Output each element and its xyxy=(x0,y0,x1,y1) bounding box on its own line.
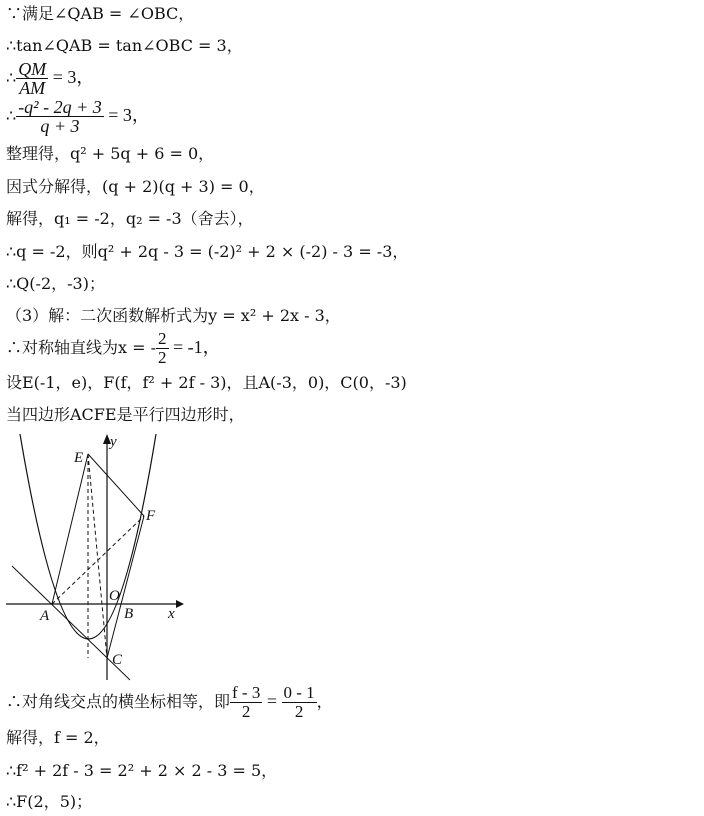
text-line-10: （3）解：二次函数解析式为y = x² + 2x - 3， xyxy=(6,306,341,325)
comma: ， xyxy=(316,692,333,711)
equation-rest: = 3， xyxy=(103,105,150,125)
text-line-7: 解得，q₁ = -2，q₂ = -3（舍去）， xyxy=(6,209,254,228)
text-line-2: ∴tan∠QAB = tan∠OBC = 3， xyxy=(6,36,243,55)
label-c: C xyxy=(112,652,123,668)
equation-rest: = -1， xyxy=(168,337,221,357)
fraction-expression xyxy=(16,98,104,135)
label-e: E xyxy=(74,450,84,466)
fraction-qm-am xyxy=(16,60,48,97)
text-line-3: ∴ $\frac{QM}{AM}$ = 3， xyxy=(6,59,95,98)
equals-sign: = xyxy=(262,691,282,711)
text-line-16: ∴f² + 2f - 3 = 2² + 2 × 2 - 3 = 5， xyxy=(6,761,278,780)
parabola-figure xyxy=(0,432,200,686)
label-a: A xyxy=(40,608,50,624)
text-line-6: 因式分解得，(q + 2)(q + 3) = 0， xyxy=(6,177,265,196)
fraction-axis xyxy=(156,330,169,367)
axis-text: ∴对称轴直线为x = - xyxy=(6,338,157,357)
fraction-denominator: 2 xyxy=(241,702,251,721)
text-line-17: ∴F(2，5)； xyxy=(6,792,93,811)
diagonal-text: ∴对角线交点的横坐标相等，即 xyxy=(6,692,231,711)
fraction-denominator: 2 xyxy=(294,702,304,721)
fraction-numerator: -q² - 2q + 3 xyxy=(18,97,102,117)
text-line-9: ∴Q(-2，-3)； xyxy=(6,274,105,293)
label-b: B xyxy=(124,606,134,622)
label-o: O xyxy=(109,588,120,604)
fraction-numerator: f - 3 xyxy=(232,683,261,702)
text-line-5: 整理得，q² + 5q + 6 = 0， xyxy=(6,144,215,163)
fraction-zero xyxy=(282,684,317,721)
side-ae xyxy=(52,454,88,604)
equation-rest: = 3， xyxy=(48,67,95,87)
x-axis-arrow xyxy=(176,600,184,608)
text-line-14 xyxy=(6,684,333,721)
fraction-numerator: 0 - 1 xyxy=(283,683,315,702)
label-f: F xyxy=(146,508,156,524)
fraction-denominator: 2 xyxy=(158,348,167,367)
side-fc xyxy=(107,516,144,658)
text-line-15: 解得，f = 2， xyxy=(6,728,110,747)
fraction-denominator: AM xyxy=(19,78,46,98)
text-line-1: ∵满足∠QAB = ∠OBC， xyxy=(6,4,195,23)
fraction-f xyxy=(230,684,262,721)
text-line-4: ∴ $\frac{\text{-q² - 2q + 3}}{q + 3}$ = 3， xyxy=(6,97,150,136)
text-line-12: 设E(-1，e)，F(f，f² + 2f - 3)，且A(-3，0)，C(0，-3) xyxy=(6,373,407,392)
figure-svg xyxy=(0,432,200,682)
label-x: x xyxy=(168,606,175,622)
side-ef xyxy=(88,454,144,516)
fraction-denominator: q + 3 xyxy=(40,116,80,136)
label-y: y xyxy=(110,434,117,450)
text-line-11 xyxy=(6,330,221,367)
text-line-13: 当四边形ACFE是平行四边形时， xyxy=(6,405,245,424)
fraction-numerator: 2 xyxy=(158,329,167,348)
text-line-8: ∴q = -2，则q² + 2q - 3 = (-2)² + 2 × (-2) - 3 = -3， xyxy=(6,242,409,261)
fraction-numerator: QM xyxy=(18,59,47,79)
